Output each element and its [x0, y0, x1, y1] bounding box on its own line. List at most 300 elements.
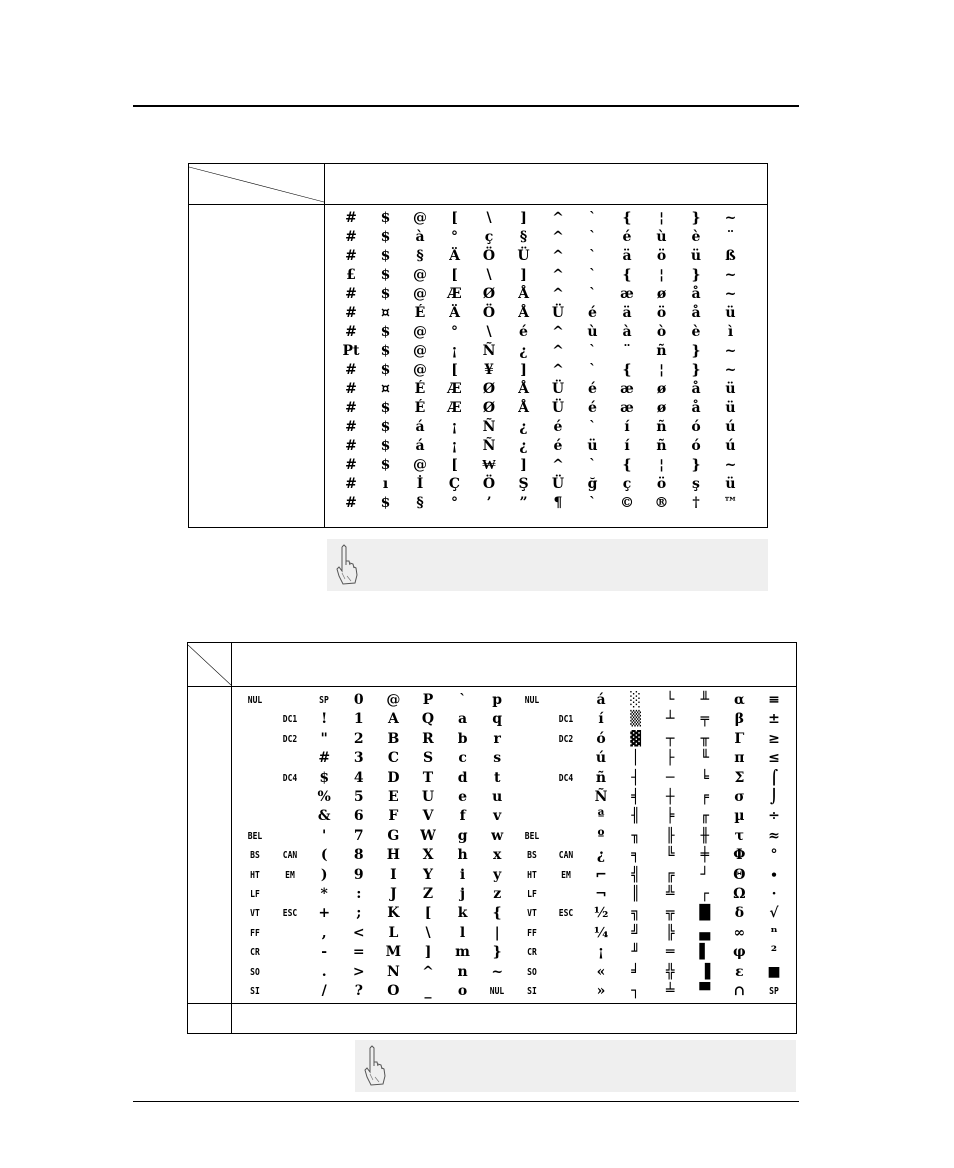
char-cell: } [691, 210, 701, 226]
char-cell: i [459, 866, 466, 883]
char-cell: 7 [353, 827, 364, 844]
char-cell: · [771, 886, 777, 902]
char-cell: ü [587, 438, 598, 454]
char-cell: { [622, 457, 632, 473]
char-cell: † [692, 495, 700, 511]
char-cell: A [387, 711, 399, 728]
char-cell: ┐ [631, 983, 640, 999]
char-cell: $ [380, 495, 391, 511]
char-cell: è [691, 229, 701, 245]
char-cell: ` [459, 692, 467, 708]
char-cell: ö [656, 476, 667, 492]
footer-divider [188, 1003, 796, 1004]
char-cell: DC4 [282, 772, 297, 784]
column-divider [324, 164, 325, 527]
char-cell: ^ [552, 229, 564, 245]
char-cell: ∞ [733, 924, 746, 941]
char-cell: \ [486, 210, 492, 226]
char-cell: a [458, 711, 468, 728]
char-cell: O [387, 983, 400, 999]
char-cell: M [385, 944, 402, 961]
char-cell: 0 [353, 692, 364, 708]
char-cell: # [345, 248, 357, 264]
char-cell: { [622, 362, 632, 378]
char-cell: ó [691, 438, 701, 454]
char-cell: # [345, 362, 357, 378]
char-cell: ` [589, 267, 596, 283]
header-divider [188, 686, 796, 687]
char-cell: » [596, 983, 606, 999]
char-cell: \ [486, 324, 492, 340]
char-cell: W [420, 827, 436, 844]
char-cell: à [622, 324, 632, 340]
char-cell: | [494, 924, 500, 941]
char-cell: ~ [724, 457, 737, 473]
char-cell: ⌡ [769, 789, 779, 805]
header-divider [189, 204, 767, 205]
char-cell: Ş [518, 476, 529, 492]
char-cell: é [553, 419, 563, 435]
char-cell: ≡ [768, 692, 780, 708]
char-cell: í [624, 419, 630, 435]
char-cell: ╠ [665, 924, 675, 941]
char-cell: 9 [353, 866, 364, 883]
char-cell: ╢ [631, 808, 640, 825]
char-cell: ½ [593, 905, 609, 922]
char-cell: ░ [630, 692, 641, 708]
char-cell: [ [451, 210, 458, 226]
char-cell: # [345, 438, 357, 454]
char-cell: Ñ [482, 419, 496, 435]
char-cell: $ [380, 248, 391, 264]
char-cell: # [345, 476, 357, 492]
char-cell: r [493, 730, 501, 747]
char-cell: ¿ [519, 438, 528, 454]
char-cell: α [734, 692, 745, 708]
char-cell: ç [484, 229, 494, 245]
char-cell: u [492, 789, 503, 805]
char-cell: ¤ [381, 305, 390, 321]
char-cell: # [345, 419, 357, 435]
char-cell: ─ [665, 769, 675, 786]
char-cell: l [459, 924, 466, 941]
char-cell: w [491, 827, 504, 844]
char-cell: C [387, 750, 399, 767]
char-cell: DC4 [559, 772, 574, 784]
char-cell: å [691, 400, 701, 416]
char-cell: τ [734, 827, 745, 844]
char-cell: ^ [422, 963, 434, 980]
char-cell: - [321, 944, 328, 961]
char-cell: Ö [482, 248, 496, 264]
column-divider [231, 643, 232, 1033]
char-cell: à [415, 229, 425, 245]
char-cell: ’ [486, 495, 492, 511]
char-cell: ° [770, 847, 778, 864]
char-cell: ç [622, 476, 632, 492]
char-cell: ° [451, 324, 458, 340]
char-cell: Å [518, 381, 529, 397]
char-cell: Æ [447, 381, 462, 397]
pointing-hand-icon [361, 1044, 387, 1088]
char-cell: s [493, 750, 502, 767]
char-cell: BS [250, 850, 260, 862]
char-cell: ▌ [699, 944, 711, 961]
char-cell: ö [656, 248, 667, 264]
char-cell: ESC [559, 908, 574, 920]
char-cell: İ [416, 476, 424, 492]
char-cell: ñ [656, 343, 667, 359]
char-cell: ; [356, 905, 362, 922]
char-cell: Γ [734, 730, 745, 747]
char-cell: ú [725, 419, 736, 435]
char-cell: ₩ [482, 457, 496, 473]
char-cell: DC2 [282, 733, 297, 745]
char-cell: m [455, 944, 470, 961]
char-cell: ┘ [700, 866, 710, 883]
char-cell: _ [424, 983, 432, 999]
char-cell: SP [769, 986, 779, 997]
char-cell: $ [380, 362, 391, 378]
char-cell: ╣ [631, 866, 640, 883]
char-cell: ¿ [519, 419, 528, 435]
top-rule [133, 105, 799, 107]
char-cell: ¡ [451, 343, 458, 359]
char-cell: É [414, 400, 426, 416]
char-cell: [ [424, 905, 432, 922]
char-cell: ª [597, 808, 605, 825]
char-cell: ® [654, 495, 669, 511]
char-cell: ╟ [665, 827, 675, 844]
char-cell: # [318, 750, 331, 767]
char-cell: Φ [733, 847, 746, 864]
char-cell: CAN [559, 850, 574, 862]
char-cell: EM [561, 869, 572, 881]
char-cell: CAN [282, 850, 297, 862]
char-cell: ~ [724, 343, 737, 359]
char-cell: ¿ [596, 847, 606, 864]
char-cell: Ç [448, 476, 461, 492]
char-cell: ı [382, 476, 389, 492]
char-cell: $ [380, 457, 391, 473]
char-cell: √ [769, 905, 779, 922]
char-cell: ┼ [665, 789, 675, 805]
char-cell: ú [725, 438, 736, 454]
char-cell: ğ [587, 476, 598, 492]
char-cell: CR [250, 947, 260, 959]
char-cell: ) [320, 866, 328, 883]
char-cell: ñ [656, 438, 667, 454]
char-cell: å [691, 381, 701, 397]
char-cell: ' [322, 827, 327, 844]
char-cell: $ [380, 286, 391, 302]
char-cell: ^ [552, 457, 564, 473]
char-cell: § [416, 248, 424, 264]
char-cell: ş [692, 476, 700, 492]
char-cell: § [416, 495, 424, 511]
char-cell: ¦ [658, 210, 665, 226]
char-cell: Σ [734, 769, 745, 786]
char-cell: ò [656, 324, 667, 340]
char-cell: ] [520, 210, 527, 226]
char-cell: @ [413, 324, 427, 340]
char-cell: ╜ [631, 944, 640, 961]
char-cell: x [493, 847, 502, 864]
char-cell: ñ [656, 419, 667, 435]
char-cell: ≈ [768, 827, 780, 844]
char-cell: K [387, 905, 400, 922]
char-cell: É [414, 305, 426, 321]
char-cell: ╤ [700, 711, 710, 728]
char-cell: b [457, 730, 468, 747]
char-cell: ╩ [665, 886, 675, 902]
char-cell: Ñ [594, 789, 608, 805]
char-cell: ó [596, 730, 606, 747]
char-cell: VT [526, 908, 537, 920]
char-cell: ╥ [700, 730, 710, 747]
char-cell: Æ [447, 400, 462, 416]
char-cell: á [596, 692, 606, 708]
char-cell: q [492, 711, 503, 728]
char-cell: # [345, 495, 357, 511]
char-cell: ▒ [630, 711, 641, 728]
char-cell: ESC [282, 908, 297, 920]
char-cell: } [691, 267, 701, 283]
char-cell: á [415, 438, 425, 454]
char-cell: Ö [482, 305, 496, 321]
char-cell: @ [413, 267, 427, 283]
char-cell: @ [386, 692, 401, 708]
char-cell: J [390, 886, 397, 902]
char-cell: ¨ [623, 343, 631, 359]
char-cell: ¶ [553, 495, 563, 511]
char-cell: \ [486, 267, 492, 283]
char-cell: ™ [723, 495, 738, 511]
char-cell: ] [520, 457, 527, 473]
char-cell: # [345, 381, 357, 397]
char-cell: Ü [551, 476, 565, 492]
char-cell: 5 [353, 789, 364, 805]
char-cell: ╚ [665, 847, 675, 864]
char-cell: , [321, 924, 327, 941]
char-cell: ┬ [665, 730, 675, 747]
char-cell: ╔ [665, 866, 675, 883]
char-cell: ▐ [699, 963, 711, 980]
char-cell: } [691, 362, 701, 378]
char-cell: ` [589, 343, 596, 359]
char-cell: ⁿ [770, 924, 778, 941]
char-cell: P [422, 692, 434, 708]
char-cell: ß [725, 248, 736, 264]
char-cell: ± [768, 711, 780, 728]
char-cell: ` [589, 362, 596, 378]
char-cell: FF [526, 927, 537, 939]
char-cell: VT [250, 908, 260, 920]
char-cell: > [352, 963, 365, 980]
char-cell: T [422, 769, 434, 786]
char-cell: é [622, 229, 632, 245]
char-cell: ¡ [451, 438, 458, 454]
char-cell: í [624, 438, 630, 454]
char-cell: ü [725, 476, 736, 492]
char-cell: $ [380, 324, 391, 340]
char-cell: . [321, 963, 327, 980]
char-cell: ^ [552, 210, 564, 226]
char-cell: z [493, 886, 502, 902]
char-cell: σ [734, 789, 745, 805]
char-cell: d [457, 769, 468, 786]
char-cell: ] [424, 944, 432, 961]
char-cell: ¦ [658, 267, 665, 283]
char-cell: ù [587, 324, 598, 340]
char-cell: Ü [551, 381, 565, 397]
char-cell: ╞ [665, 808, 675, 825]
char-cell: ∙ [770, 866, 778, 883]
char-cell: { [492, 905, 502, 922]
char-cell: [ [451, 362, 458, 378]
char-cell: EM [284, 869, 295, 881]
char-cell: CR [526, 947, 537, 959]
char-cell: B [387, 730, 400, 747]
char-cell: ü [725, 400, 736, 416]
char-cell: ` [589, 457, 596, 473]
char-cell: ▀ [699, 983, 711, 999]
char-cell: ~ [491, 963, 504, 980]
char-cell: æ [620, 400, 634, 416]
char-cell: ( [320, 847, 328, 864]
char-cell: Ü [517, 248, 530, 264]
char-cell: Å [518, 305, 529, 321]
char-cell: F [388, 808, 399, 825]
char-cell: o [457, 983, 468, 999]
char-cell: á [415, 419, 425, 435]
char-cell: Ø [482, 381, 496, 397]
char-cell: y [493, 866, 502, 883]
char-cell: Ö [482, 476, 496, 492]
char-cell: ~ [724, 286, 737, 302]
char-cell: ┌ [700, 886, 710, 902]
char-cell: k [457, 905, 468, 922]
char-cell: ÷ [768, 808, 780, 825]
char-cell: ú [595, 750, 607, 767]
char-cell: ^ [552, 324, 564, 340]
char-cell: L [388, 924, 399, 941]
char-cell: $ [380, 400, 391, 416]
char-cell: ≥ [768, 730, 780, 747]
char-cell: p [492, 692, 503, 708]
char-cell: ~ [724, 267, 737, 283]
char-cell: = [352, 944, 365, 961]
char-cell: \ [425, 924, 431, 941]
char-cell: R [422, 730, 434, 747]
char-cell: # [345, 305, 357, 321]
char-cell: ¡ [597, 944, 605, 961]
char-cell: N [386, 963, 400, 980]
char-cell: δ [734, 905, 745, 922]
char-cell: ^ [552, 286, 564, 302]
char-cell: [ [451, 267, 458, 283]
char-cell: # [345, 457, 357, 473]
char-cell: β [734, 711, 745, 728]
header-diagonal [189, 164, 324, 204]
char-cell: ` [589, 286, 596, 302]
char-cell: ä [622, 305, 632, 321]
char-cell: Ä [449, 305, 460, 321]
char-cell: G [387, 827, 400, 844]
char-cell: ü [725, 305, 736, 321]
char-cell: ε [735, 963, 744, 980]
char-cell: @ [413, 286, 427, 302]
char-cell: SO [250, 966, 260, 978]
char-cell: ¦ [658, 457, 665, 473]
char-cell: SI [250, 986, 260, 997]
char-cell: ¿ [519, 343, 528, 359]
char-cell: ╘ [700, 769, 710, 786]
char-cell: ╙ [700, 750, 710, 767]
char-cell: f [459, 808, 466, 825]
char-cell: ┤ [631, 769, 640, 786]
header-diagonal [188, 643, 231, 686]
char-cell: DC1 [559, 714, 574, 726]
char-cell: ø [656, 286, 667, 302]
char-cell: φ [733, 944, 746, 961]
char-cell: Pt [342, 343, 360, 359]
char-cell: ■ [767, 963, 781, 980]
char-cell: Ä [449, 248, 460, 264]
char-cell: ╫ [700, 827, 710, 844]
char-cell: ì [727, 324, 734, 340]
char-cell: º [597, 827, 605, 844]
char-cell: Ñ [482, 343, 496, 359]
char-cell: $ [380, 210, 391, 226]
char-cell: } [492, 944, 502, 961]
char-cell: SO [526, 966, 537, 978]
char-cell: Y [423, 866, 433, 883]
char-cell: e [458, 789, 468, 805]
char-cell: ü [690, 248, 702, 264]
char-cell: ` [589, 210, 596, 226]
char-cell: ó [691, 419, 701, 435]
char-cell: ~ [724, 210, 737, 226]
char-cell: ` [589, 248, 596, 264]
char-cell: : [356, 886, 362, 902]
char-cell: í [598, 711, 604, 728]
char-cell: ] [520, 362, 527, 378]
char-cell: @ [413, 457, 427, 473]
char-cell: + [318, 905, 331, 922]
char-cell: HT [250, 869, 260, 881]
char-cell: ╗ [631, 905, 640, 922]
char-cell: ñ [595, 769, 607, 786]
char-cell: Å [518, 286, 529, 302]
char-cell: ╬ [665, 963, 675, 980]
char-cell: 1 [353, 711, 364, 728]
char-cell: ⌠ [769, 769, 779, 786]
char-cell: DC2 [559, 733, 574, 745]
char-cell: Ø [482, 286, 496, 302]
char-cell: LF [526, 889, 537, 900]
char-cell: D [387, 769, 400, 786]
char-cell: @ [413, 210, 427, 226]
char-cell: ¬ [595, 886, 607, 902]
char-cell: Q [421, 711, 435, 728]
char-cell: NUL [489, 986, 505, 997]
char-cell: █ [699, 905, 711, 922]
char-cell: FF [250, 927, 260, 939]
char-cell: ° [451, 495, 458, 511]
char-cell: $ [380, 419, 391, 435]
char-cell: ¦ [658, 362, 665, 378]
